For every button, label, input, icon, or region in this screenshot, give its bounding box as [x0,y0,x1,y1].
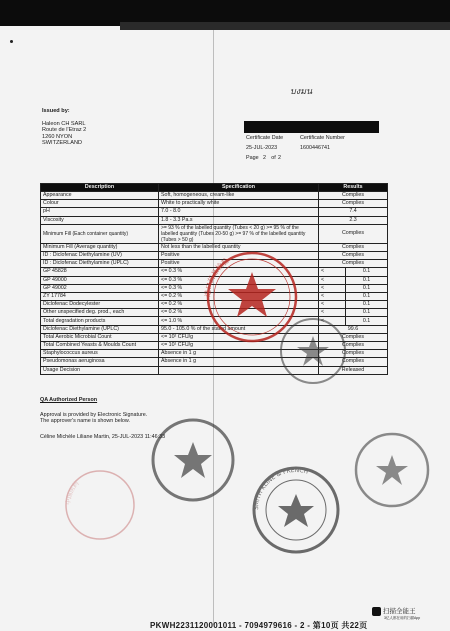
cell-result-prefix: < [319,292,346,300]
cell-specification: Positive [159,251,319,259]
approval-line: Approval is provided by Electronic Signature. [40,411,148,418]
red-seal [203,253,296,341]
approval-line: The approver's name is shown below. [40,418,131,424]
cell-result: 2.3 [319,216,388,224]
cell-description: GP 49000 [41,276,159,284]
cell-description: ID : Diclofenac Diethylamine (UV) [41,251,159,259]
cell-result: Complies [319,342,388,350]
cell-result: 99.6 [319,325,388,333]
cell-specification: Not less than the labelled quantity [159,243,319,251]
column-header-description: Description [41,184,159,192]
cell-result: 0.1 [346,284,388,292]
cell-specification: <= 0.3 % [159,268,319,276]
column-header-specification: Specification [159,184,319,192]
gray-seal-right [281,319,345,383]
page-number: 2 [263,155,266,161]
cell-result: Complies [319,260,388,268]
cell-result: 7.4 [319,208,388,216]
cell-description: Total degradation products [41,317,159,325]
scanner-watermark [372,606,420,621]
svg-text:进口药品检验 [203,256,231,297]
cell-result: Complies [319,192,388,200]
cell-description: Diclofenac Dodecylester [41,301,159,309]
cell-specification: <= 0.3 % [159,284,319,292]
cell-description: pH [41,208,159,216]
cell-description: Pseudomonas aeruginosa [41,358,159,366]
cell-result: Released [319,366,388,374]
cell-description: Total Combined Yeasts & Moulds Count [41,342,159,350]
faded-seal-left [64,471,134,539]
document-code: PKWH2231120001011 - 7094979616 - 2 - 第10页 共22页 [150,621,368,630]
cell-specification: <= 1.0 % [159,317,319,325]
qa-authorized-person: QA Authorized Person [40,397,98,403]
cell-description: Staphylococcus aureus [41,350,159,358]
issuer-line: 1260 NYON [42,133,73,140]
page-label: Page [246,155,259,161]
dark-seal-right [356,434,428,506]
scanner-logo-icon [372,607,381,616]
dark-seal-lower [253,467,338,552]
seal-text: 进口药品检验 [203,256,231,298]
page-of: of [271,155,276,161]
cell-result-prefix: < [319,284,346,292]
cell-description: GP 45828 [41,268,159,276]
cell-description: Viscosity [41,216,159,224]
cell-specification: Soft, homogeneous, cream-like [159,192,319,200]
cell-description: Minimum Fill (Average quantity) [41,243,159,251]
cell-specification: <= 10¹ CFU/g [159,342,319,350]
cell-specification: <= 10² CFU/g [159,333,319,341]
seal-text: SMITH KLINE & FRENCH [252,466,309,511]
issuer-line: Haleon CH SARL [42,120,86,127]
cell-description: Colour [41,200,159,208]
cell-result-prefix: < [319,317,346,325]
svg-text:SMITH KLINE & FRENCH [253,467,309,510]
cell-result-prefix: < [319,276,346,284]
page-total: 2 [278,155,281,161]
issued-by-label: Issued by: [42,108,70,114]
cell-result: Complies [319,350,388,358]
seal-text: 中国医药 [64,480,81,506]
issuer-line: SWITZERLAND [42,140,83,147]
cell-description: Minimum Fill (Each container quantity) [41,224,159,243]
cell-specification: >= 93 % of the labelled quantity (Tubes < 20 g) >= 95 % of the labelled quantity (Tubes 20-50 g) >= 97 % of the labelled quantity (Tubes > 50 g) [159,224,319,243]
signer-name: Céline Michèle Liliane Martin, 25-JUL-2023 11:46:33 [40,433,166,440]
cell-description: Usage Decision [41,366,159,374]
cell-specification: 1.8 - 3.3 Pa.s [159,216,319,224]
cell-result: 0.1 [346,317,388,325]
certificate-number-label: Certificate Number [300,135,345,141]
column-header-results: Results [319,184,388,192]
certificate-number: 1600446741 [300,145,330,151]
cell-result: Complies [319,243,388,251]
cell-specification: <= 0.2 % [159,292,319,300]
cell-description: Appearance [41,192,159,200]
cell-result: 0.1 [346,268,388,276]
issuer-line: Route de l'Etraz 2 [42,127,87,134]
cell-result: Complies [319,251,388,259]
cell-specification: Absence in 1 g [159,358,319,366]
cell-description: Total Aerobic Microbial Count [41,333,159,341]
cell-result: 0.1 [346,276,388,284]
scanner-subtitle: 3亿人都在用的扫描App [384,615,421,620]
cell-specification: Positive [159,260,319,268]
cell-specification: <= 0.2 % [159,301,319,309]
cell-result: Complies [319,358,388,366]
cell-result-prefix: < [319,309,346,317]
cell-specification: 7.0 - 8.0 [159,208,319,216]
handwritten-note: บงมน [290,87,313,97]
cell-result: Complies [319,200,388,208]
svg-text:中国医药 [64,479,81,505]
cell-specification: 95.0 - 105.0 % of the stated amount [159,325,319,333]
cell-description: Other unspecified deg. prod., each [41,309,159,317]
cell-result-prefix: < [319,268,346,276]
scanner-name: 扫描全能王 [383,608,416,615]
cell-description: ZY 17784 [41,292,159,300]
cell-description: Diclofenac Diethylamine (UPLC) [41,325,159,333]
cell-description: ID : Diclofenac Diethylamine (UPLC) [41,260,159,268]
cell-result: 0.1 [346,292,388,300]
cell-result: 0.1 [346,301,388,309]
cell-specification: <= 0.2 % [159,309,319,317]
dark-seal-center [153,420,233,500]
cell-result-prefix: < [319,301,346,309]
cell-description: GP 49002 [41,284,159,292]
cell-result: Complies [319,224,388,243]
certificate-date: 25-JUL-2023 [246,145,278,151]
cell-specification: White to practically white [159,200,319,208]
cell-result: 0.1 [346,309,388,317]
certificate-date-label: Certificate Date [246,135,284,141]
cell-specification: <= 0.3 % [159,276,319,284]
cell-result: Complies [319,333,388,341]
cell-specification: Absence in 1 g [159,350,319,358]
